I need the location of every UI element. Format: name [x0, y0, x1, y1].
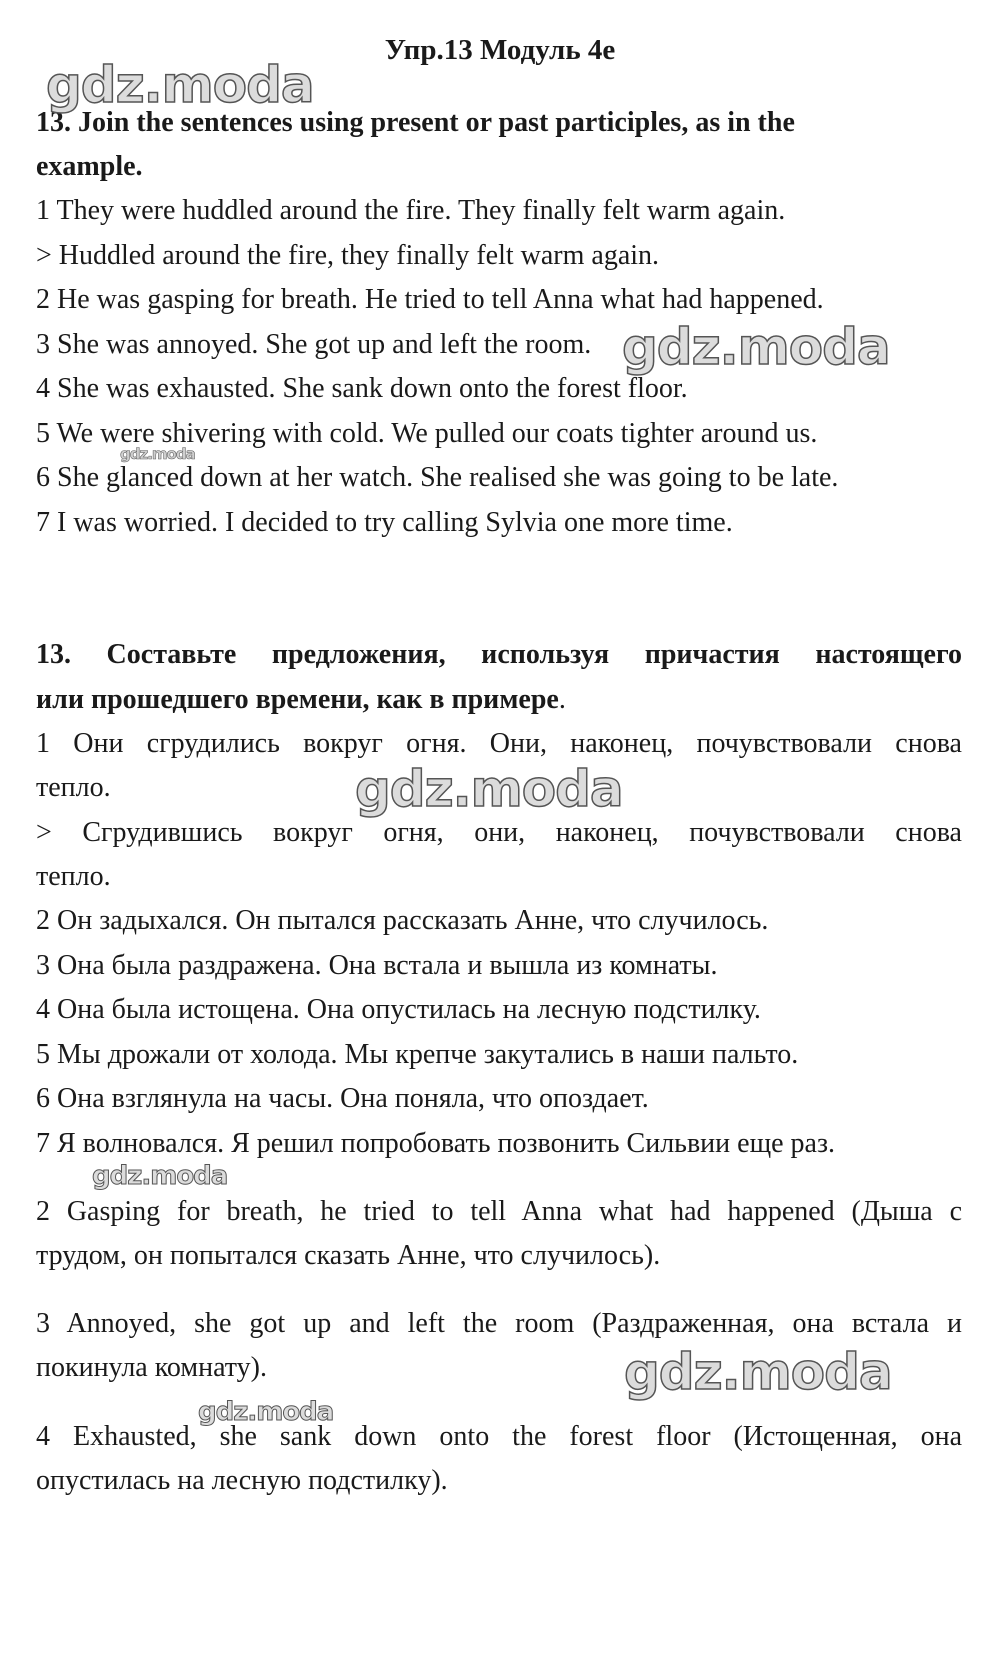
example-ru: тепло.: [36, 861, 111, 892]
exercise-heading-ru-line-2: [36, 683, 566, 717]
example-en: > Huddled around the fire, they finally felt warm again.: [36, 240, 660, 271]
exercise-heading-ru-period: .: [558, 684, 566, 715]
watermark-logo: gdz.moda: [622, 318, 890, 376]
sentence-en: 6 She glanced down at her watch. She realised she was going to be late.: [36, 462, 839, 493]
watermark-logo: gdz.moda: [46, 56, 314, 114]
watermark-logo: gdz.moda: [198, 1397, 334, 1427]
sentence-en: 1 They were huddled around the fire. They finally felt warm again.: [36, 195, 786, 226]
exercise-heading-ru-line-1: 13. Составьте предложения, используя причастия настоящего: [36, 639, 962, 670]
watermark-logo: gdz.moda: [92, 1161, 228, 1191]
answer-line: трудом, он попытался сказать Анне, что случилось).: [36, 1240, 661, 1271]
sentence-ru: 2 Он задыхался. Он пытался рассказать Анне, что случилось.: [36, 905, 769, 936]
answer-line: 4 Exhausted, she sank down onto the forest floor (Истощенная, она: [36, 1421, 962, 1452]
answer-line: покинула комнату).: [36, 1352, 267, 1383]
exercise-heading-ru-text: или прошедшего времени, как в примере: [36, 684, 559, 715]
sentence-en: 5 We were shivering with cold. We pulled our coats tighter around us.: [36, 418, 818, 449]
watermark-logo: gdz.moda: [355, 760, 623, 818]
sentence-ru: 1 Они сгрудились вокруг огня. Они, наконец, почувствовали снова: [36, 728, 962, 759]
watermark-logo: gdz.moda: [120, 445, 195, 463]
sentence-ru: тепло.: [36, 772, 111, 803]
example-ru: > Сгрудившись вокруг огня, они, наконец, почувствовали снова: [36, 817, 962, 848]
sentence-ru: 3 Она была раздражена. Она встала и вышла из комнаты.: [36, 950, 718, 981]
sentence-en: 2 He was gasping for breath. He tried to tell Anna what had happened.: [36, 284, 824, 315]
exercise-heading-en-line-2: example.: [36, 151, 143, 182]
sentence-en: 7 I was worried. I decided to try calling Sylvia one more time.: [36, 507, 733, 538]
sentence-ru: 5 Мы дрожали от холода. Мы крепче закутались в наши пальто.: [36, 1039, 799, 1070]
answer-line: 3 Annoyed, she got up and left the room (Раздраженная, она встала и: [36, 1308, 962, 1339]
sentence-ru: 7 Я волновался. Я решил попробовать позвонить Сильвии еще раз.: [36, 1128, 836, 1159]
sentence-en: 3 She was annoyed. She got up and left the room.: [36, 329, 592, 360]
answer-line: 2 Gasping for breath, he tried to tell Anna what had happened (Дыша с: [36, 1196, 962, 1227]
page-title: Упр.13 Модуль 4е: [384, 34, 616, 66]
sentence-ru: 4 Она была истощена. Она опустилась на лесную подстилку.: [36, 994, 761, 1025]
exercise-heading-en-line-1: 13. Join the sentences using present or past participles, as in the: [36, 107, 795, 138]
watermark-logo: gdz.moda: [624, 1343, 892, 1401]
sentence-ru: 6 Она взглянула на часы. Она поняла, что опоздает.: [36, 1083, 649, 1114]
sentence-en: 4 She was exhausted. She sank down onto the forest floor.: [36, 373, 688, 404]
answer-line: опустилась на лесную подстилку).: [36, 1465, 448, 1496]
